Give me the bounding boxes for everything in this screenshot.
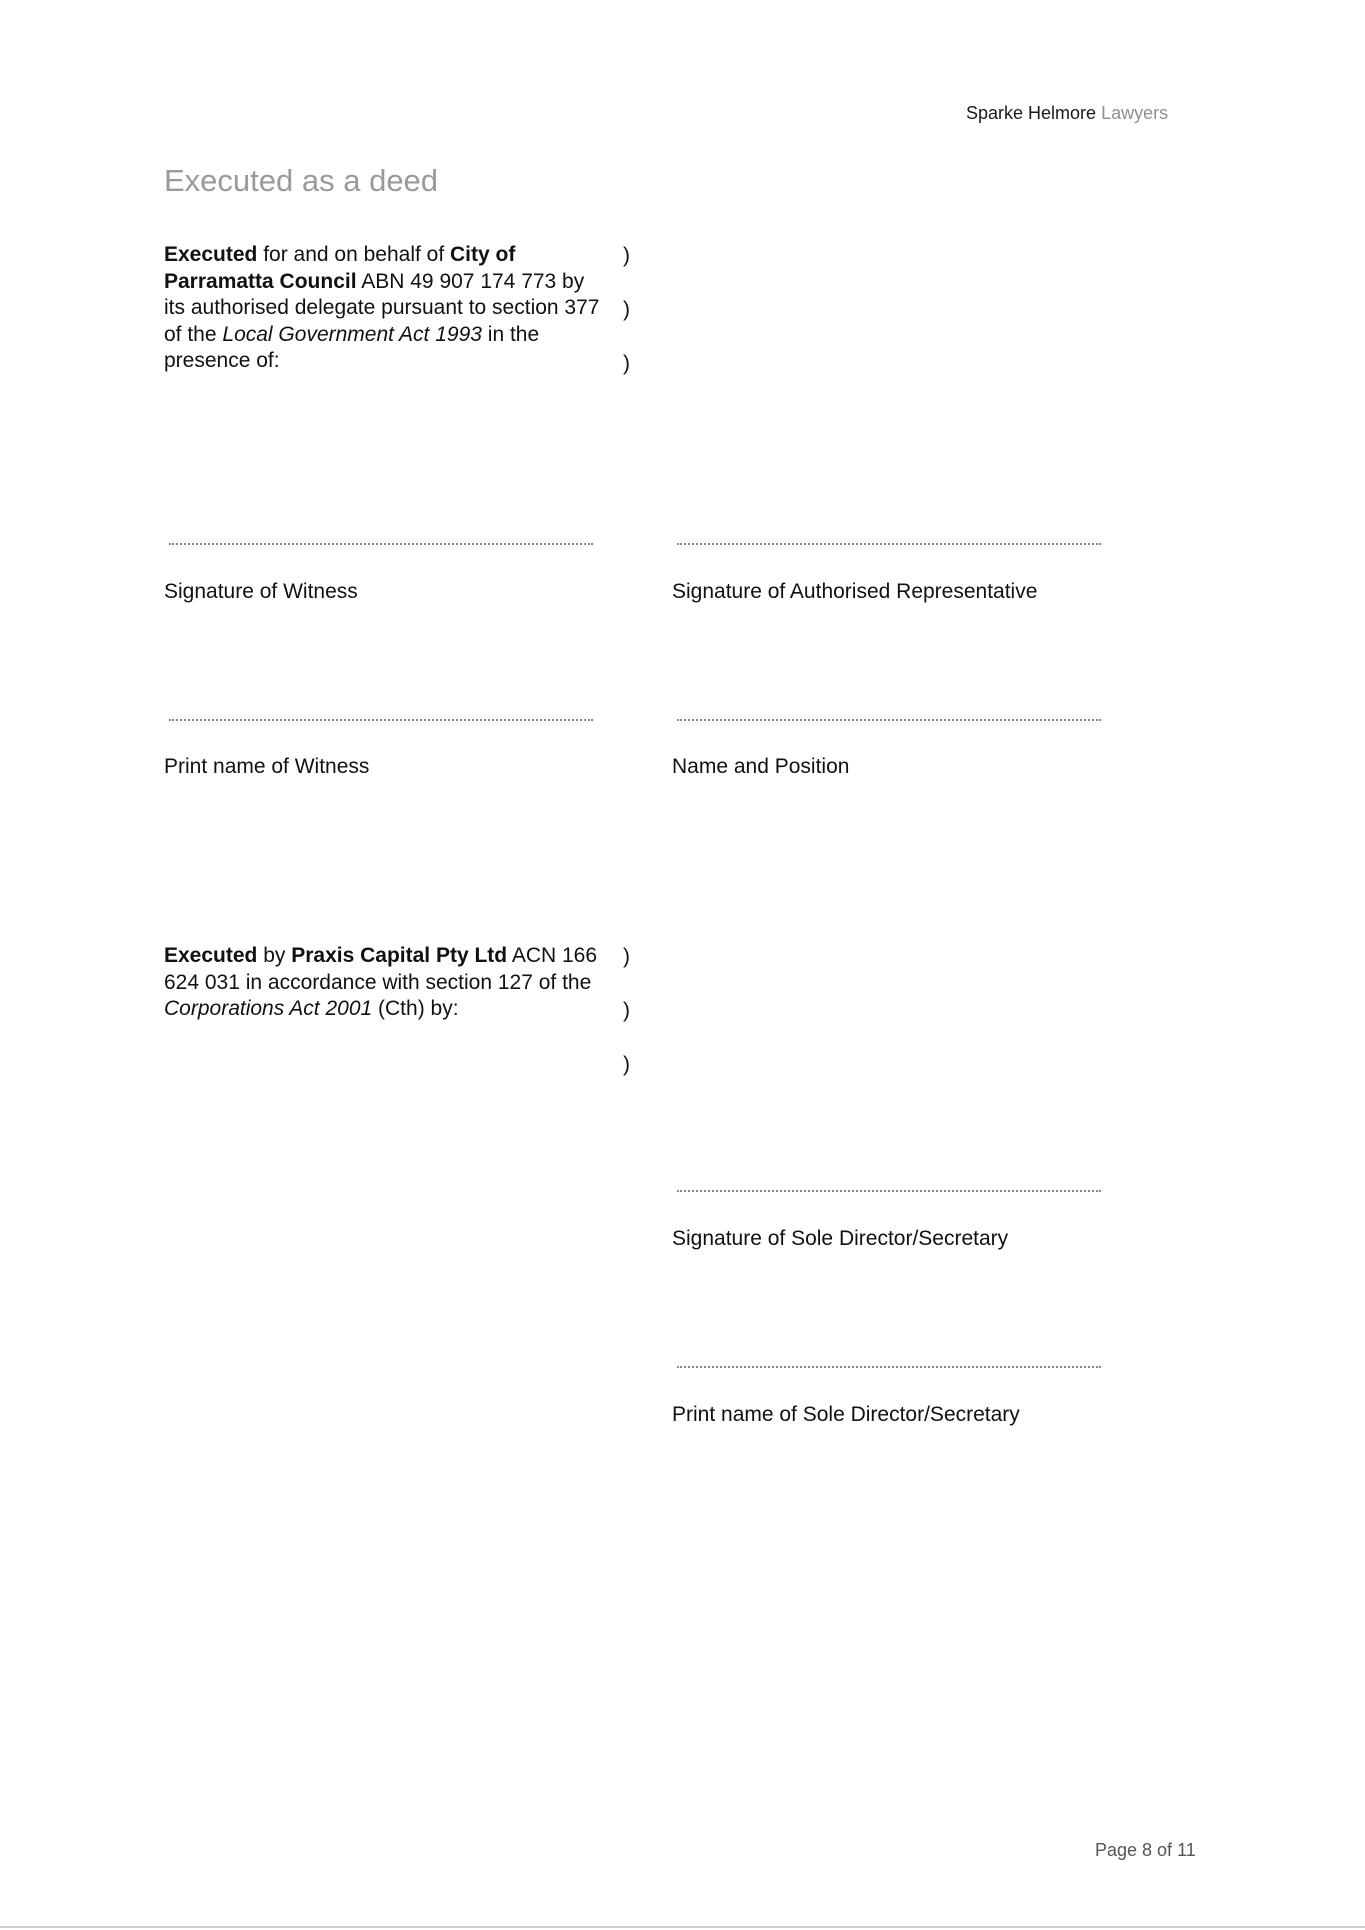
director-name-line[interactable] <box>677 1366 1101 1368</box>
paren-4: ) <box>623 945 630 968</box>
paren-1: ) <box>623 244 630 267</box>
page-heading: Executed as a deed <box>164 163 439 198</box>
executed-label: Executed <box>164 243 258 266</box>
party-name-line1: City of <box>450 243 516 266</box>
header-firm-name <box>966 103 1168 124</box>
director-signature-line[interactable] <box>677 1190 1101 1192</box>
authorised-signature-label: Signature of Authorised Representative <box>672 580 1038 603</box>
name-position-line[interactable] <box>677 719 1101 721</box>
firm-name: Sparke Helmore <box>966 103 1097 123</box>
witness-name-line[interactable] <box>169 719 593 721</box>
director-signature-label: Signature of Sole Director/Secretary <box>672 1227 1009 1250</box>
witness-signature-label: Signature of Witness <box>164 580 358 603</box>
company-name: Praxis Capital Pty Ltd <box>291 944 508 967</box>
bottom-border <box>0 1926 1365 1928</box>
authorised-signature-line[interactable] <box>677 543 1101 545</box>
page-number: Page 8 of 11 <box>1095 1840 1196 1860</box>
director-name-label: Print name of Sole Director/Secretary <box>672 1403 1020 1426</box>
paren-3: ) <box>623 352 630 375</box>
executed-label: Executed <box>164 944 258 967</box>
paren-2: ) <box>623 298 630 321</box>
council-execution-clause: Executed for and on behalf of City of Parramatta Council ABN 49 907 174 773 by its authorised delegate pursuant to section 377 of the Local Government Act 1993 in the presence of: <box>164 243 600 372</box>
paren-5: ) <box>623 999 630 1022</box>
paren-6: ) <box>623 1053 630 1076</box>
act-name: Local Government Act 1993 <box>222 322 482 346</box>
party-name-line2: Parramatta Council <box>164 269 357 293</box>
firm-suffix: Lawyers <box>1101 103 1169 123</box>
witness-name-label: Print name of Witness <box>164 755 370 778</box>
company-execution-clause: Executed by Praxis Capital Pty Ltd ACN 166 624 031 in accordance with section 127 of the Corporations Act 2001 (Cth) by: <box>164 944 598 1020</box>
witness-signature-line[interactable] <box>169 543 593 545</box>
act-name: Corporations Act 2001 <box>164 997 373 1020</box>
name-position-label: Name and Position <box>672 755 850 778</box>
